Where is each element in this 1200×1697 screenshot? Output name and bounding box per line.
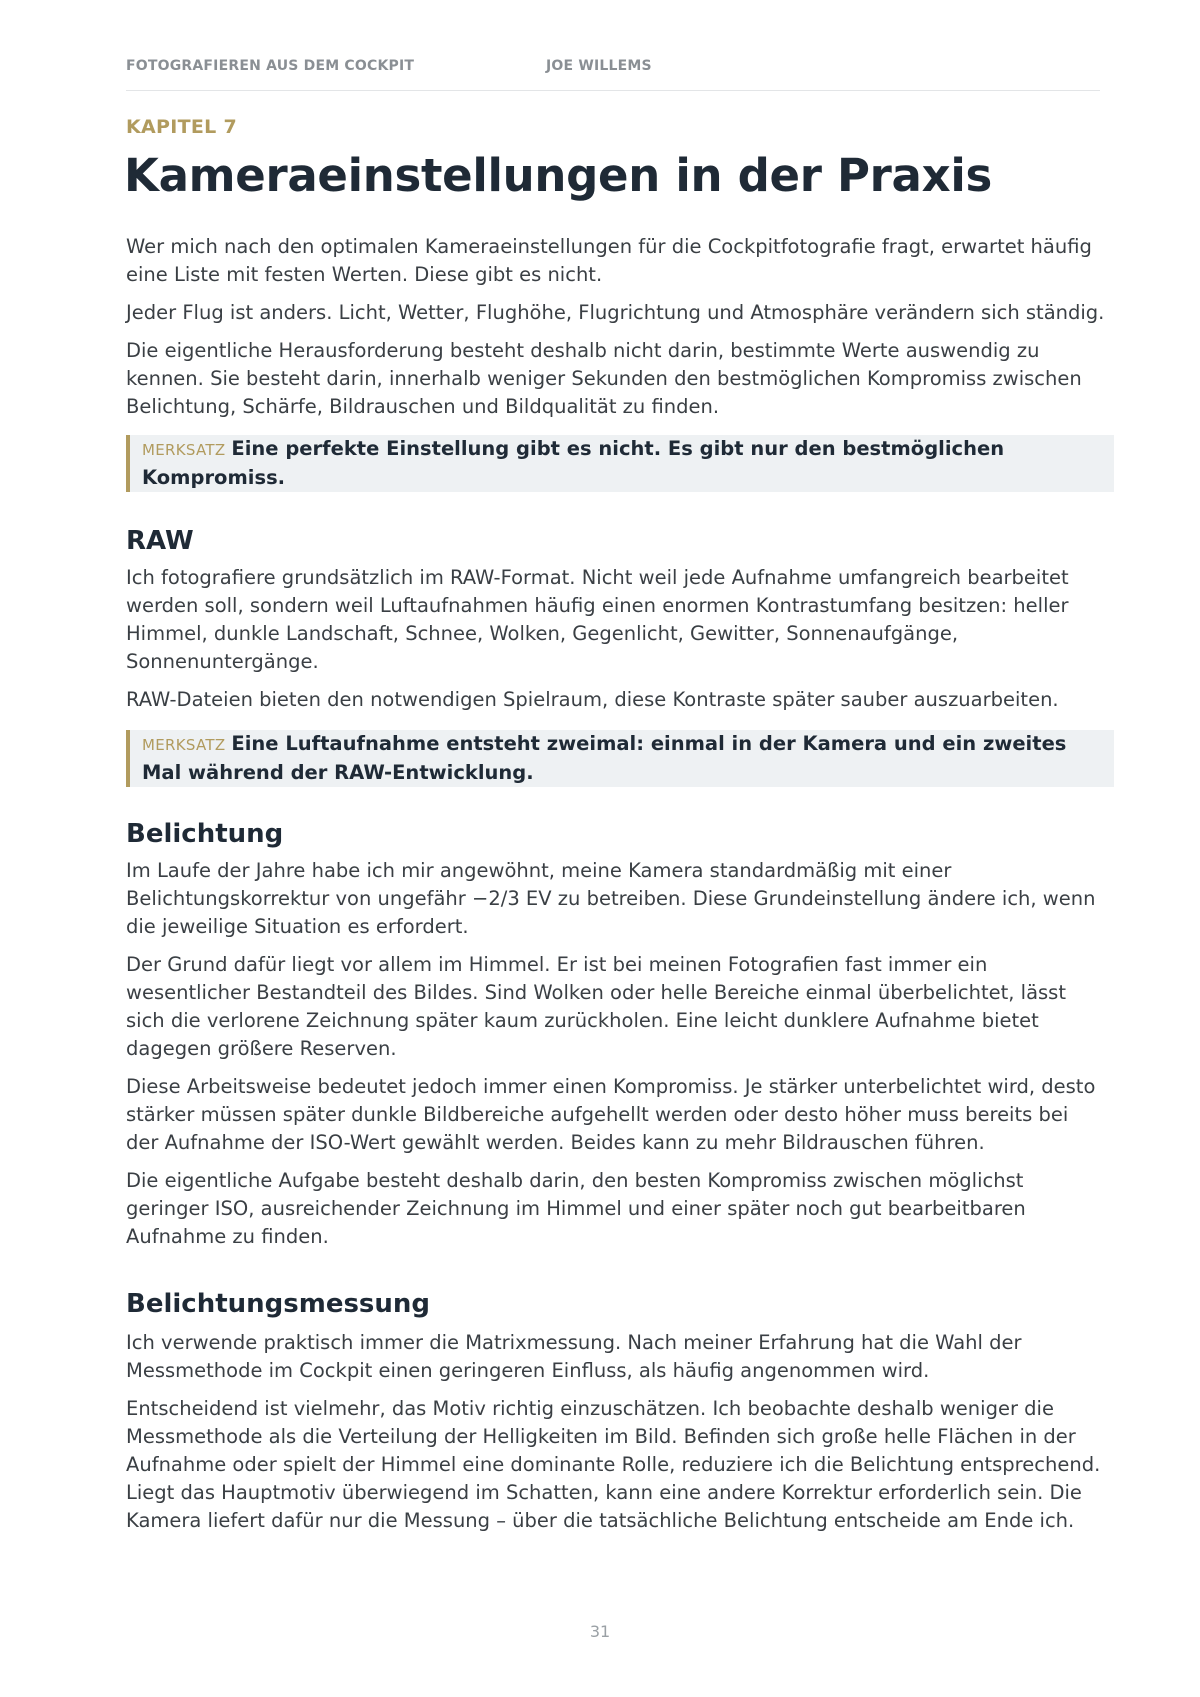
merksatz-callout	[126, 435, 1114, 492]
page-number: 31	[589, 1622, 611, 1641]
merksatz-tag: MERKSATZ	[142, 441, 226, 459]
intro-paragraph-2: Jeder Flug ist anders. Licht, Wetter, Flughöhe, Flugrichtung und Atmosphäre verändern sich ständig.	[126, 301, 1105, 324]
raw-paragraph-1: Ich fotografiere grundsätzlich im RAW-Format. Nicht weil jede Aufnahme umfangreich bearbeitet werden soll, sondern weil Luftaufnahmen häufig einen enormen Kontrastumfang besitzen: heller Himmel, dunkle Landschaft, Schnee, Wolken, Gegenlicht, Gewitter, Sonnenaufgänge, Sonnenuntergänge.	[126, 566, 1069, 673]
chapter-body	[126, 233, 1106, 1545]
intro-paragraph-3: Die eigentliche Herausforderung besteht deshalb nicht darin, bestimmte Werte auswendig zu kennen. Sie besteht darin, innerhalb weniger Sekunden den bestmöglichen Kompromiss zwischen Belichtung, Schärfe, Bildrauschen und Bildqualität zu finden.	[126, 339, 1082, 418]
raw-paragraph-2: RAW-Dateien bieten den notwendigen Spielraum, diese Kontraste später sauber auszuarbeiten.	[126, 688, 1059, 711]
merksatz-tag: MERKSATZ	[142, 736, 226, 754]
chapter-label: KAPITEL 7	[126, 116, 238, 138]
running-header	[126, 58, 1100, 91]
chapter-title: Kameraeinstellungen in der Praxis	[124, 149, 992, 202]
section-heading-raw: RAW	[126, 526, 194, 556]
exposure-paragraph-2: Der Grund dafür liegt vor allem im Himmel. Er ist bei meinen Fotografien fast immer ein wesentlicher Bestandteil des Bildes. Sind Wolken oder helle Bereiche einmal überbelichtet, lässt sich die verlorene Zeichnung später kaum zurückholen. Eine leicht dunklere Aufnahme bietet dagegen größere Reserven.	[126, 953, 1066, 1060]
intro-paragraph-1: Wer mich nach den optimalen Kameraeinstellungen für die Cockpitfotografie fragt, erwartet häufig eine Liste mit festen Werten. Diese gibt es nicht.	[126, 235, 1092, 286]
book-title: FOTOGRAFIEREN AUS DEM COCKPIT	[126, 58, 415, 74]
metering-paragraph-1: Ich verwende praktisch immer die Matrixmessung. Nach meiner Erfahrung hat die Wahl der Messmethode im Cockpit einen geringeren Einfluss, als häufig angenommen wird.	[126, 1331, 1022, 1382]
merksatz-callout	[126, 730, 1114, 787]
merksatz-text: Eine perfekte Einstellung gibt es nicht. Es gibt nur den bestmöglichen Kompromiss.	[142, 437, 1005, 489]
metering-paragraph-2: Entscheidend ist vielmehr, das Motiv richtig einzuschätzen. Ich beobachte deshalb weniger die Messmethode als die Verteilung der Helligkeiten im Bild. Befinden sich große helle Flächen in der Aufnahme oder spielt der Himmel eine dominante Rolle, reduziere ich die Belichtung entsprechend. Liegt das Hauptmotiv überwiegend im Schatten, kann eine andere Korrektur erforderlich sein. Die Kamera liefert dafür nur die Messung – über die tatsächliche Belichtung entscheide am Ende ich.	[126, 1397, 1101, 1532]
exposure-paragraph-1: Im Laufe der Jahre habe ich mir angewöhnt, meine Kamera standardmäßig mit einer Belichtungskorrektur von ungefähr −2/3 EV zu betreiben. Diese Grundeinstellung ändere ich, wenn die jeweilige Situation es erfordert.	[126, 859, 1096, 938]
merksatz-text: Eine Luftaufnahme entsteht zweimal: einmal in der Kamera und ein zweites Mal während der RAW-Entwicklung.	[142, 732, 1067, 784]
section-heading-belichtung: Belichtung	[126, 819, 284, 849]
exposure-paragraph-4: Die eigentliche Aufgabe besteht deshalb darin, den besten Kompromiss zwischen möglichst geringer ISO, ausreichender Zeichnung im Himmel und einer später noch gut bearbeitbaren Aufnahme zu finden.	[126, 1169, 1026, 1248]
section-heading-belichtungsmessung: Belichtungsmessung	[126, 1289, 431, 1319]
exposure-paragraph-3: Diese Arbeitsweise bedeutet jedoch immer einen Kompromiss. Je stärker unterbelichtet wird, desto stärker müssen später dunkle Bildbereiche aufgehellt werden oder desto höher muss bereits bei der Aufnahme der ISO-Wert gewählt werden. Beides kann zu mehr Bildrauschen führen.	[126, 1075, 1096, 1154]
author-name: JOE WILLEMS	[546, 58, 652, 74]
